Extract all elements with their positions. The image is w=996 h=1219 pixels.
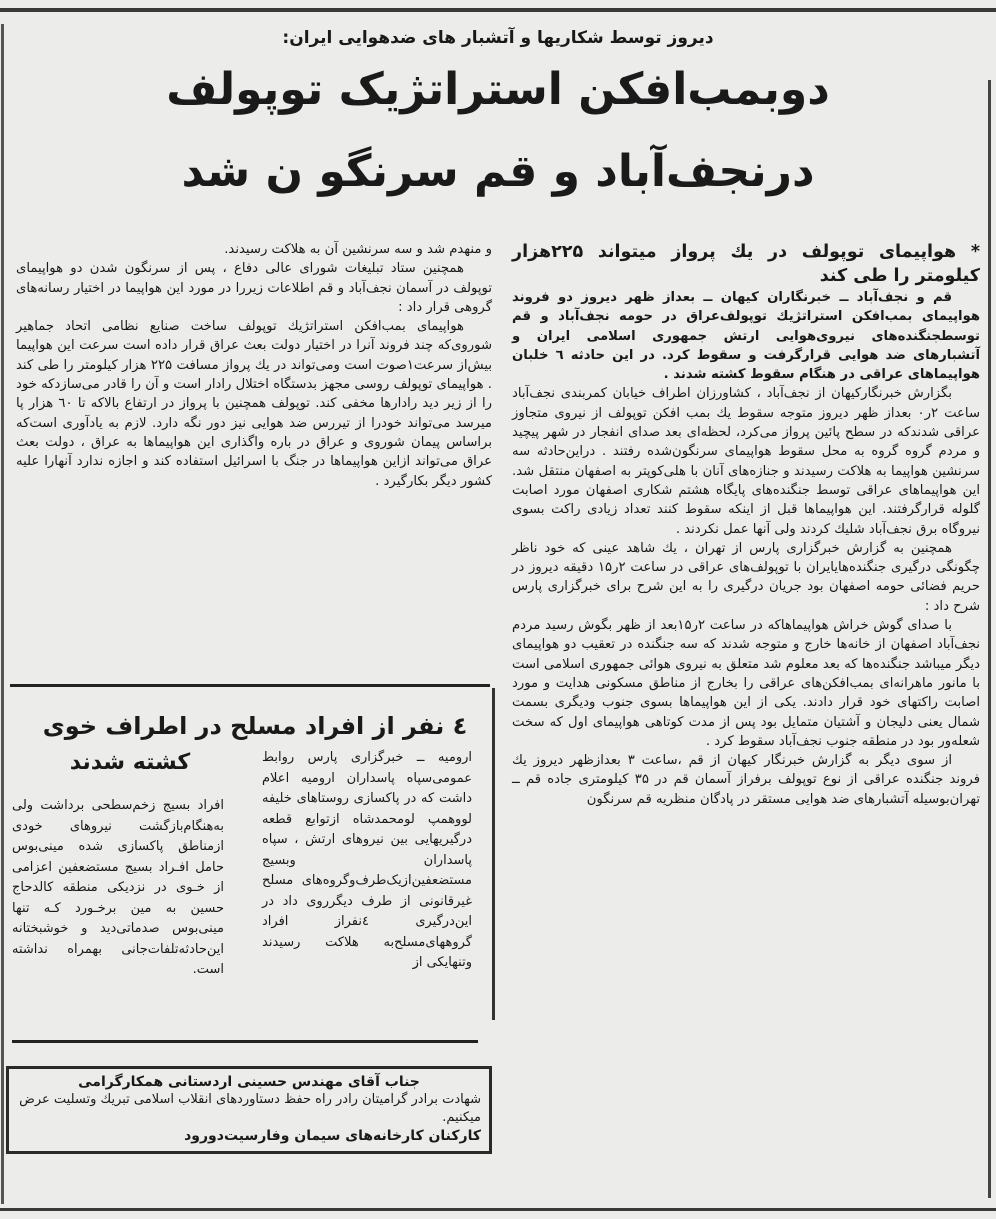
notice-title: جناب آقای مهندس حسینی اردستانی همکارگرامی (78, 1074, 420, 1090)
article-paragraph: همچنین به گزارش خبرگزاری پارس از تهران ، یك شاهد عینی که خود ناظر چگونگی درگیری جنگنده‌هایایران با توپولف‌های عراقی در ساعت ۲ر۱۵ دقیقه دیروز در حریم فضائی حومه اصفهان بود جریان درگیری را به این شرح برای خبرگزاری پارس شرح داد : (512, 540, 980, 614)
khoy-headline-line-2: کشته شدند (69, 750, 191, 775)
notice-body: شهادت برادر گرامیتان رادر راه حفظ دستاوردهای انقلاب اسلامی تبریك وتسلیت عرض میکنیم. (19, 1092, 481, 1125)
section-divider (10, 684, 490, 687)
khoy-column-1: ارومیه ــ خبرگزاری پارس روابط عمومی‌سپاه پاسداران ارومیه اعلام داشت که در پاکسازی روستاهای خلیفه لووهمپ لومحمدشاه ازتوابع قطعه درگیریهایی بین نیروهای ارتش ، سپاه پاسداران وبسیج مستضعفین‌ازیک‌طرف‌وگروه‌های مسلح غیرقانونی از طرف دیگرروی داد در این‌درگیری ٤نفراز افراد گروههای‌مسلح‌به هلاکت رسیدند وتنهایکی از (262, 750, 472, 970)
article-paragraph: هواپیمای بمب‌افکن استراتژیك توپولف ساخت صنایع نظامی اتحاد جماهیر شوروی‌که چند فروند آنرا در اختیار دولت بعث عراق قرار داده است سرعت این هواپیما بیش‌از سرعت‌۱صوت است ومی‌تواند در یك پرواز مسافت ۲۲۵ هزار کیلومتر را طی کند . هواپیمای توپولف روسی مجهز بدستگاه اختلال رادار است و آن را قادر می‌سازدکه خود را از زیر دید رادارها مخفی کند. توپولف همچنین با پرواز در ارتفاع بالاکه تا ٦۰ هزار پا میرسد می‌تواند خودرا از تیررس ضد هوایی نیز دور نگه دارد. لازم به یادآوری است‌که براساس پیمان شوروی و عراق در باره واگذاری این هواپیماها به عراق ، دولت بعث عراق می‌تواند ازاین هواپیماها در جنگ با اسرائیل استفاده کند و اجازه ندارد آنهارا علیه کشور دیگر بکارگیرد . (16, 319, 492, 489)
headline-line-1: دوبمب‌افکن استراتژیک توپولف (166, 64, 830, 115)
article-paragraph: بگزارش خبرنگارکیهان از نجف‌آباد ، کشاورزان اطراف خیابان کمربندی نجف‌آباد ساعت ۲ر۰ بعداز ظهر دیروز متوجه سقوط یك بمب افکن توپولف از نیروی متجاوز عراقی شدندکه در سطح پائین پرواز می‌کرد، لحظه‌ای بعد صدای انفجار در شهر پیچید و مردم گروه گروه به محل سقوط هواپیمای سرنگون‌شده رفتند . دراین‌حادثه سه سرنشین هواپیما به هلاکت رسیدند و جنازه‌های آنان با هلی‌کوپتر به اصفهان منتقل شد. این هواپیماهای عراقی توسط جنگنده‌های پایگاه هشتم شکاری اصفهان مورد اصابت گلوله قرارگرفتند. این هواپیماها قبل از اینکه سقوط کنند تعداد زیادی راکت بسوی نیروگاه برق نجف‌آباد شلیك کردند ولی آنها عمل نکردند . (512, 386, 980, 537)
article-subhead: * هواپیمای توپولف در یك پرواز میتواند ۲۲۵هزار کیلومتر را طی کند (512, 242, 980, 286)
khoy-column-2: افراد بسیج زخم‌سطحی برداشت ولی به‌هنگام‌بازگشت نیروهای خودی ازمناطق پاکسازی شده مینی‌بوس حامل افـراد بسیج مستضعفین اعزامی از خـوی در نزدیکی منطقه کالدحاج حسین به مین برخـورد کـه تنها مینی‌بوس صدماتی‌دید و خوشبختانه این‌حادثه‌تلفات‌جانی بهمراه نداشته است. (12, 798, 224, 977)
headline-line-2: درنجف‌آباد و قم سرنگو ن شد (181, 146, 815, 197)
column-divider (492, 688, 495, 1020)
article-paragraph: از سوی دیگر به گزارش خبرنگار کیهان از قم ،ساعت ۳ بعدازظهر دیروز یك فروند جنگنده عراقی از نوع توپولف برفراز آسمان قم در ۳۵ کیلومتری جاده قم ــ تهران‌بوسیله آتشبارهای ضد هوایی مستقر در پادگان منظریه قم سرنگون (512, 753, 980, 807)
condolence-notice (6, 1066, 492, 1154)
right-border (988, 80, 991, 1198)
article-paragraph: و منهدم شد و سه سرنشین آن به هلاکت رسیدند. (224, 242, 492, 257)
main-article-column (512, 240, 980, 809)
article-paragraph: همچنین ستاد تبلیغات شورای عالی دفاع ، پس از سرنگون شدن دو هواپیمای توپولف در آسمان نجف‌آباد و قم اطلاعات زیررا در مورد این هواپیما در اختیار رسانه‌های گروهی قرار داد : (16, 261, 492, 315)
section-divider (12, 1040, 478, 1043)
article-continuation-column (16, 240, 492, 491)
article-kicker: دیروز توسط شکاریها و آتشبار های ضدهوایی ایران: (282, 28, 714, 48)
bottom-rule (0, 1208, 996, 1211)
left-border (1, 24, 4, 1204)
khoy-headline: ٤ نفر از افراد مسلح در اطراف خوی (42, 712, 468, 740)
top-rule (0, 8, 996, 12)
notice-signature: کارکنان کارخانه‌های سیمان وفارسیت‌دورود (184, 1128, 481, 1144)
article-paragraph: با صدای گوش خراش هواپیماهاکه در ساعت ۲ر۱۵بعد از ظهر بگوش رسید مردم نجف‌آباد اصفهان از خانه‌ها خارج و متوجه شدند که سه جنگنده در تعقیب دو هواپیمای دیگر میباشد جنگنده‌ها که بعد معلوم شد متعلق به نیروی هوائی جمهوری اسلامی است با مانور ماهرانه‌ای بمب‌افکن‌های عراقی را بخارج از مناطق مسکونی هدایت و مورد اصابت راکتهای خود قرار دادند. یکی از این هواپیماها بسوی جنوب ودیگری بسمت شمال یعنی دلیجان و آشتیان متمایل بود پس از مدت کوتاهی هواپیمای اول که سخت شعله‌ور بود در منطقه جنوب نجف‌آباد سقوط کرد . (512, 618, 980, 749)
article-lead: قم و نجف‌آباد ــ خبرنگاران کیهان ــ بعداز ظهر دیروز دو فروند هواپیمای بمب‌افکن استراتژیك توپولف‌عراق در حومه نجف‌آباد و قم توسطجنگنده‌های نیروی‌هوایی ارتش جمهوری اسلامی ایران و آتشبارهای ضد هوایی قرارگرفت و سقوط کرد. در این حادثه ٦ خلبان هواپیماهای عراقی در هنگام سقوط کشته شدند . (512, 290, 981, 383)
